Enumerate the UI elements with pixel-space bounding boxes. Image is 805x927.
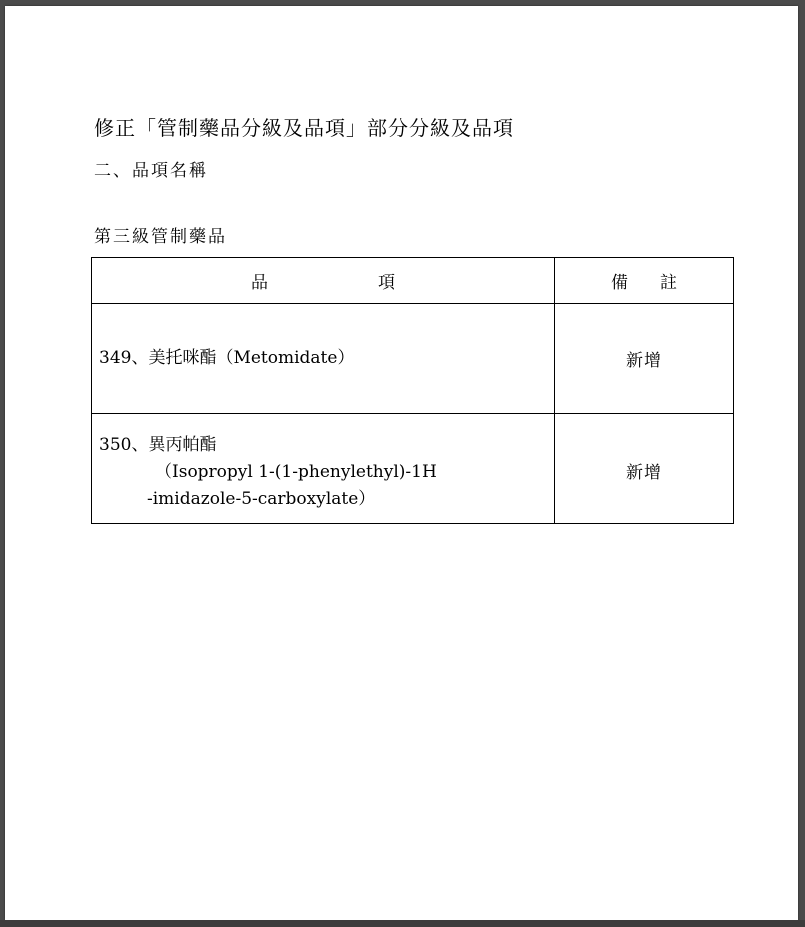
document-title: 修正「管制藥品分級及品項」部分分級及品項 — [94, 116, 514, 140]
header-item-left: 品 — [251, 273, 268, 293]
item-cell — [92, 414, 555, 524]
table-header-row — [92, 258, 734, 304]
document-subtitle: 二、品項名稱 — [94, 161, 208, 181]
item-chemical-name-line1: （Isopropyl 1-(1-phenylethyl)-1H — [155, 462, 437, 482]
item-cell — [92, 304, 555, 414]
header-note-cell — [555, 258, 734, 304]
viewer-bottom-bar — [0, 920, 805, 927]
table-row — [92, 414, 734, 524]
item-name: 350、異丙帕酯 — [99, 435, 217, 455]
note-cell: 新增 — [555, 304, 734, 414]
item-chemical-name-line2: -imidazole-5-carboxylate） — [147, 489, 376, 509]
header-note-left: 備 — [611, 273, 628, 293]
document-page — [5, 6, 798, 920]
header-item-cell — [92, 258, 555, 304]
header-item-right: 項 — [378, 273, 395, 293]
note-cell: 新增 — [555, 414, 734, 524]
drug-items-table — [91, 257, 734, 524]
item-name: 349、美托咪酯（Metomidate） — [99, 348, 355, 368]
table-row — [92, 304, 734, 414]
header-note-right: 註 — [660, 273, 677, 293]
section-heading: 第三級管制藥品 — [94, 227, 227, 247]
